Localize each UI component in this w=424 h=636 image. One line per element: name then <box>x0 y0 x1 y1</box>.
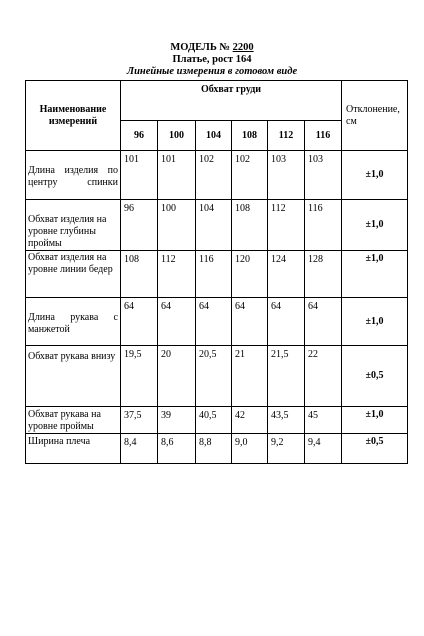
cell-value: 8,8 <box>196 434 232 464</box>
table-row <box>26 298 408 346</box>
cell-value: 9,2 <box>268 434 305 464</box>
cell-value: 64 <box>158 298 196 346</box>
size-header: 96 <box>121 121 158 151</box>
cell-value: 37,5 <box>121 407 158 434</box>
row-name: Длина изделия по центру спинки <box>26 151 121 200</box>
row-deviation: ±1,0 <box>342 298 408 346</box>
cell-value: 45 <box>305 407 342 434</box>
cell-value: 64 <box>121 298 158 346</box>
cell-value: 112 <box>268 200 305 251</box>
subtitle: Платье, рост 164 <box>172 54 252 65</box>
row-deviation: ±0,5 <box>342 434 408 464</box>
cell-value: 108 <box>121 251 158 298</box>
cell-value: 20,5 <box>196 346 232 407</box>
measurements-table <box>25 80 408 464</box>
cell-value: 64 <box>196 298 232 346</box>
table-row <box>26 151 408 200</box>
cell-value: 120 <box>232 251 268 298</box>
cell-value: 64 <box>305 298 342 346</box>
cell-value: 128 <box>305 251 342 298</box>
table-row <box>26 200 408 251</box>
row-name: Обхват рукава на уровне проймы <box>26 407 121 434</box>
model-heading <box>0 42 424 54</box>
cell-value: 8,4 <box>121 434 158 464</box>
model-label: МОДЕЛЬ № <box>170 42 230 53</box>
cell-value: 21,5 <box>268 346 305 407</box>
row-name: Длина рукава с манжетой <box>26 298 121 346</box>
name-column-header: Наименование измерений <box>26 81 121 151</box>
cell-value: 9,0 <box>232 434 268 464</box>
cell-value: 108 <box>232 200 268 251</box>
deviation-column-header: Отклонение, см <box>342 81 408 151</box>
cell-value: 100 <box>158 200 196 251</box>
cell-value: 112 <box>158 251 196 298</box>
cell-value: 103 <box>268 151 305 200</box>
size-header: 100 <box>158 121 196 151</box>
cell-value: 101 <box>158 151 196 200</box>
size-header: 104 <box>196 121 232 151</box>
cell-value: 39 <box>158 407 196 434</box>
row-deviation: ±0,5 <box>342 346 408 407</box>
row-name: Ширина плеча <box>26 434 121 464</box>
row-name: Обхват изделия на уровне глубины проймы <box>26 200 121 251</box>
table-row <box>26 251 408 298</box>
cell-value: 102 <box>196 151 232 200</box>
cell-value: 124 <box>268 251 305 298</box>
size-header: 108 <box>232 121 268 151</box>
model-number: 2200 <box>232 42 254 53</box>
row-deviation: ±1,0 <box>342 151 408 200</box>
cell-value: 96 <box>121 200 158 251</box>
row-deviation: ±1,0 <box>342 251 408 298</box>
cell-value: 102 <box>232 151 268 200</box>
table-title: Линейные измерения в готовом виде <box>126 66 298 77</box>
table-row <box>26 346 408 407</box>
cell-value: 20 <box>158 346 196 407</box>
cell-value: 19,5 <box>121 346 158 407</box>
row-name: Обхват рукава внизу <box>26 346 121 407</box>
cell-value: 101 <box>121 151 158 200</box>
cell-value: 64 <box>232 298 268 346</box>
chest-girth-header: Обхват груди <box>121 81 342 121</box>
cell-value: 9,4 <box>305 434 342 464</box>
cell-value: 103 <box>305 151 342 200</box>
row-deviation: ±1,0 <box>342 200 408 251</box>
row-deviation: ±1,0 <box>342 407 408 434</box>
cell-value: 64 <box>268 298 305 346</box>
cell-value: 104 <box>196 200 232 251</box>
cell-value: 21 <box>232 346 268 407</box>
cell-value: 8,6 <box>158 434 196 464</box>
cell-value: 42 <box>232 407 268 434</box>
table-row <box>26 407 408 434</box>
cell-value: 116 <box>305 200 342 251</box>
size-header: 112 <box>268 121 305 151</box>
cell-value: 43,5 <box>268 407 305 434</box>
cell-value: 22 <box>305 346 342 407</box>
table-row <box>26 434 408 464</box>
cell-value: 116 <box>196 251 232 298</box>
cell-value: 40,5 <box>196 407 232 434</box>
size-header: 116 <box>305 121 342 151</box>
row-name: Обхват изделия на уровне линии бедер <box>26 251 121 298</box>
